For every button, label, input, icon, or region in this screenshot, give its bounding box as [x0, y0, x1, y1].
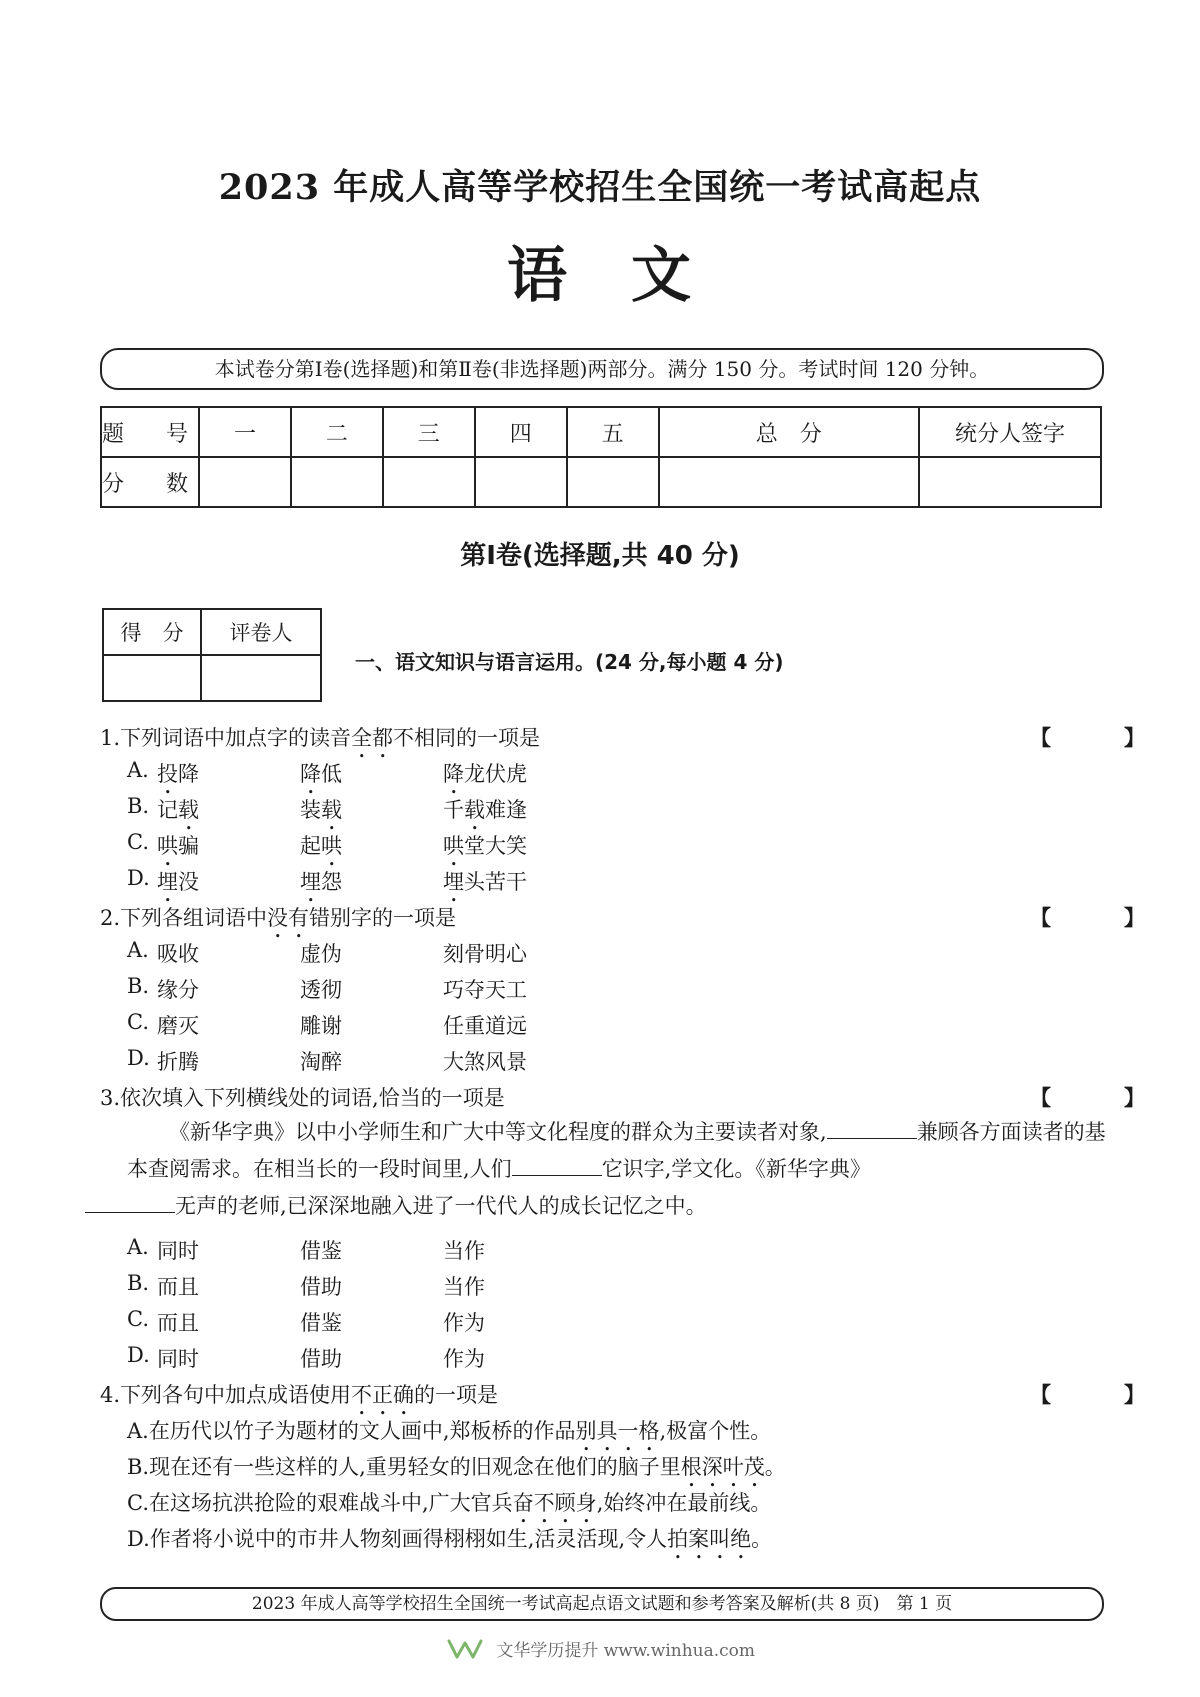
option-letter: A. — [127, 758, 149, 782]
score-table — [100, 406, 1102, 508]
question-stem: 1.下列词语中加点字的读音全都不相同的一项是 — [100, 726, 541, 750]
option-word: 透彻 — [300, 978, 342, 1002]
question-stem: 2.下列各组词语中没有错别字的一项是 — [100, 906, 457, 930]
grader-input-cell[interactable] — [201, 655, 321, 701]
score-input-cell[interactable] — [383, 457, 475, 507]
option-word: 任重道远 — [443, 1014, 527, 1038]
passage: 《新华字典》以中小学师生和广大中等文化程度的群众为主要读者对象, 兼顾各方面读者的基本查阅需求。在相当长的一段时间里,人们 它识字,学文化。《新华字典》 无声的老师,已深深地融入进了一代代人的成长记忆之中。 — [127, 1114, 1107, 1225]
option-word: 记载 — [157, 798, 199, 822]
option-word: 埋没 — [157, 870, 199, 894]
fill-blank[interactable] — [827, 1120, 917, 1139]
option-word: 作为 — [443, 1347, 485, 1371]
grader-table — [102, 608, 322, 702]
option-word: 吸收 — [157, 942, 199, 966]
subject-title: 语 文 — [507, 241, 693, 311]
question-stem: 4.下列各句中加点成语使用不正确的一项是 — [100, 1383, 499, 1407]
exam-notice: 本试卷分第Ⅰ卷(选择题)和第Ⅱ卷(非选择题)两部分。满分 150 分。考试时间 120 分钟。 — [100, 348, 1104, 390]
score-cell: 统分人签字 — [919, 407, 1101, 457]
score-cell: 一 — [199, 407, 291, 457]
option-sentence: A.在历代以竹子为题材的文人画中,郑板桥的作品别具一格,极富个性。 — [127, 1419, 772, 1443]
option-word: 借助 — [300, 1347, 342, 1371]
option-letter: B. — [127, 794, 150, 818]
option-letter: C. — [127, 830, 149, 854]
score-cell: 四 — [475, 407, 567, 457]
fill-blank[interactable] — [85, 1194, 175, 1213]
watermark — [0, 1636, 1200, 1666]
option-word: 借助 — [300, 1275, 342, 1299]
question-stem: 3.依次填入下列横线处的词语,恰当的一项是 — [100, 1086, 505, 1110]
score-table-value-row — [101, 457, 1101, 507]
option-word: 巧夺天工 — [443, 978, 527, 1002]
option-word: 而且 — [157, 1311, 199, 1335]
option-word: 折腾 — [157, 1050, 199, 1074]
option-word: 借鉴 — [300, 1311, 342, 1335]
option-word: 起哄 — [300, 834, 342, 858]
option-word: 埋头苦干 — [443, 870, 527, 894]
score-cell: 三 — [383, 407, 475, 457]
option-word: 缘分 — [157, 978, 199, 1002]
option-word: 磨灭 — [157, 1014, 199, 1038]
option-letter: D. — [127, 1046, 150, 1070]
score-cell: 总 分 — [659, 407, 919, 457]
option-letter: D. — [127, 866, 150, 890]
option-word: 而且 — [157, 1275, 199, 1299]
section-title: 第Ⅰ卷(选择题,共 40 分) — [460, 541, 740, 571]
option-word: 装载 — [300, 798, 342, 822]
answer-bracket[interactable]: 【 】 — [1030, 1086, 1171, 1110]
option-word: 哄骗 — [157, 834, 199, 858]
option-word: 作为 — [443, 1311, 485, 1335]
option-word: 哄堂大笑 — [443, 834, 527, 858]
option-word: 当作 — [443, 1275, 485, 1299]
answer-bracket[interactable]: 【 】 — [1030, 726, 1171, 750]
score-cell: 题 号 — [101, 407, 199, 457]
score-input-cell[interactable] — [475, 457, 567, 507]
page-footer: 2023 年成人高等学校招生全国统一考试高起点语文试题和参考答案及解析(共 8 页) 第 1 页 — [100, 1587, 1104, 1621]
option-word: 淘醉 — [300, 1050, 342, 1074]
option-word: 刻骨明心 — [443, 942, 527, 966]
option-sentence: D.作者将小说中的市井人物刻画得栩栩如生,活灵活现,令人拍案叫绝。 — [127, 1527, 773, 1551]
option-word: 降低 — [300, 762, 342, 786]
option-word: 千载难逢 — [443, 798, 527, 822]
option-letter: A. — [127, 938, 149, 962]
option-word: 投降 — [157, 762, 199, 786]
option-letter: C. — [127, 1307, 149, 1331]
option-word: 借鉴 — [300, 1239, 342, 1263]
option-word: 降龙伏虎 — [443, 762, 527, 786]
option-word: 当作 — [443, 1239, 485, 1263]
score-input-cell[interactable] — [199, 457, 291, 507]
option-word: 雕谢 — [300, 1014, 342, 1038]
leaf-logo-icon — [445, 1637, 485, 1666]
fill-blank[interactable] — [512, 1157, 602, 1176]
option-letter: D. — [127, 1343, 150, 1367]
score-input-cell[interactable] — [291, 457, 383, 507]
option-letter: C. — [127, 1010, 149, 1034]
option-word: 埋怨 — [300, 870, 342, 894]
option-letter: B. — [127, 1271, 150, 1295]
exam-title: 2023 年成人高等学校招生全国统一考试高起点 — [218, 167, 982, 208]
score-input-cell[interactable] — [919, 457, 1101, 507]
answer-bracket[interactable]: 【 】 — [1030, 1383, 1171, 1407]
score-table-header-row — [101, 407, 1101, 457]
option-letter: A. — [127, 1235, 149, 1259]
grader-label: 评卷人 — [201, 609, 321, 655]
option-word: 虚伪 — [300, 942, 342, 966]
option-sentence: C.在这场抗洪抢险的艰难战斗中,广大官兵奋不顾身,始终冲在最前线。 — [127, 1491, 772, 1515]
part-heading: 一、语文知识与语言运用。(24 分,每小题 4 分) — [355, 650, 784, 674]
option-word: 同时 — [157, 1239, 199, 1263]
watermark-text: 文华学历提升 www.winhua.com — [496, 1641, 756, 1661]
option-sentence: B.现在还有一些这样的人,重男轻女的旧观念在他们的脑子里根深叶茂。 — [127, 1455, 786, 1479]
option-word: 同时 — [157, 1347, 199, 1371]
grader-input-cell[interactable] — [103, 655, 201, 701]
option-letter: B. — [127, 974, 150, 998]
score-input-cell[interactable] — [567, 457, 659, 507]
answer-bracket[interactable]: 【 】 — [1030, 906, 1171, 930]
option-word: 大煞风景 — [443, 1050, 527, 1074]
score-input-cell[interactable] — [659, 457, 919, 507]
grader-label: 得 分 — [103, 609, 201, 655]
score-cell: 分 数 — [101, 457, 199, 507]
score-cell: 二 — [291, 407, 383, 457]
score-cell: 五 — [567, 407, 659, 457]
